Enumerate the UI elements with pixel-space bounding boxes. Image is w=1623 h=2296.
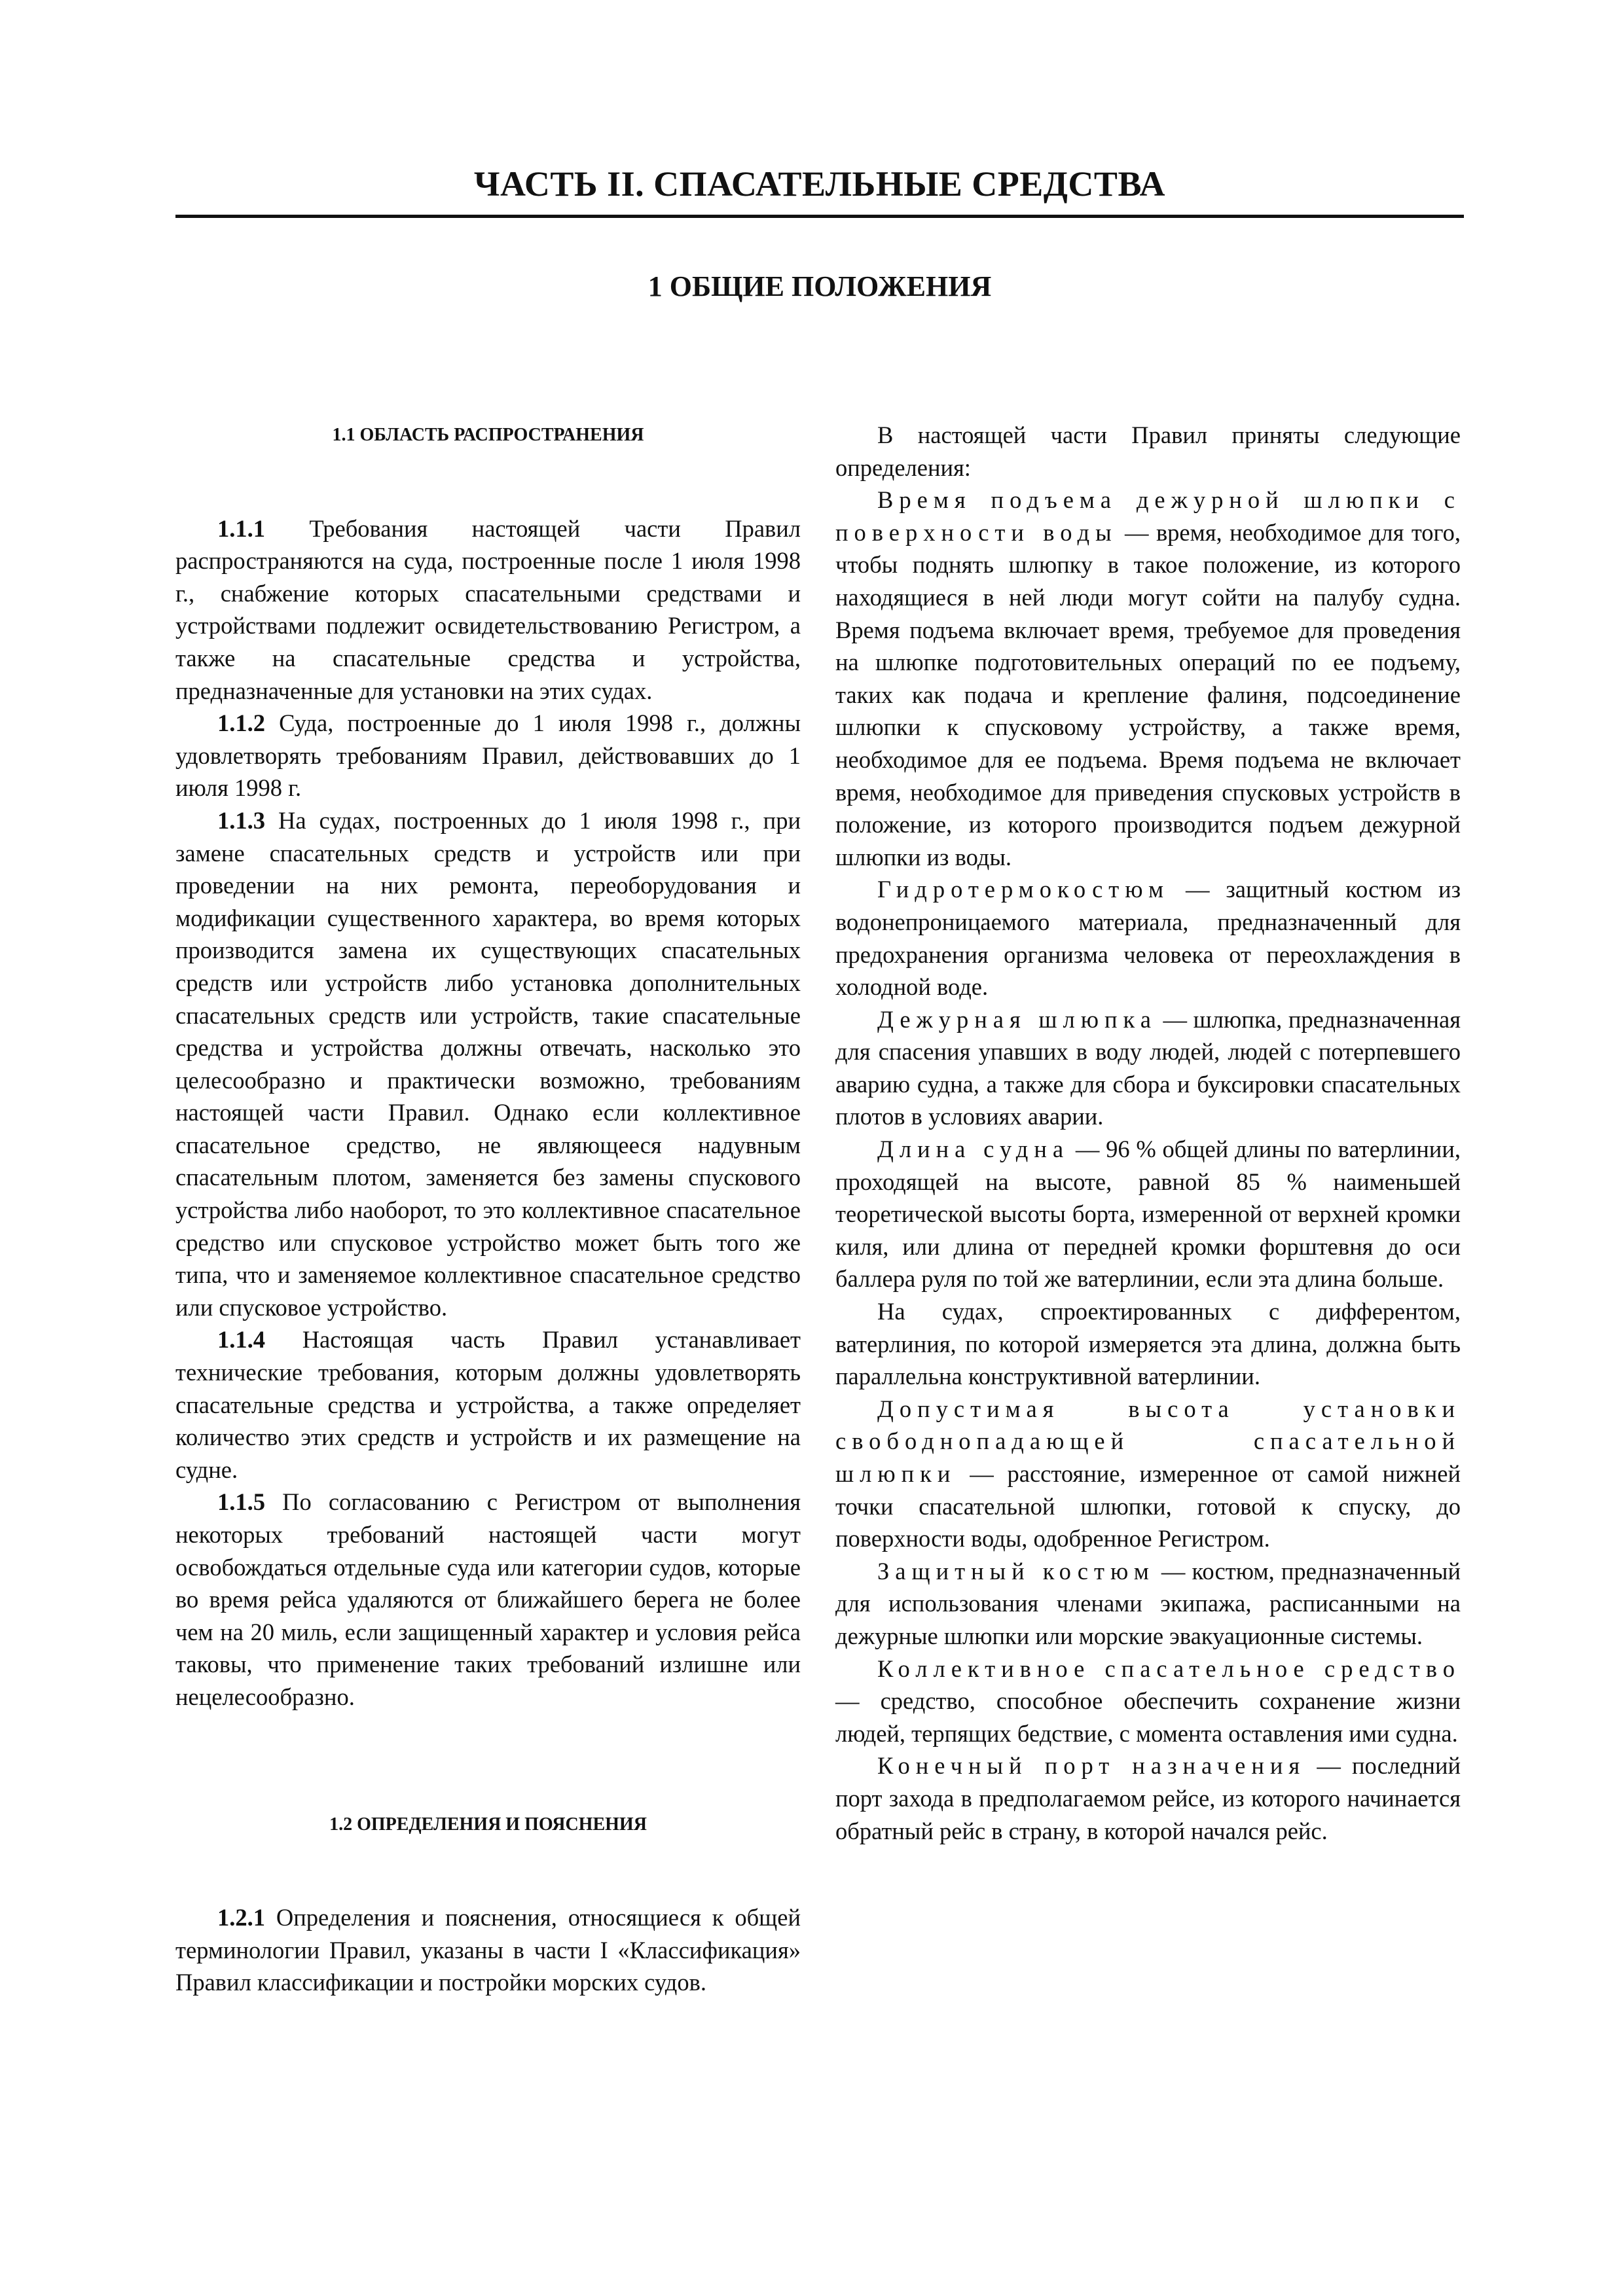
definition-term: Защитный костюм: [877, 1557, 1155, 1585]
part-title: ЧАСТЬ II. СПАСАТЕЛЬНЫЕ СРЕДСТВА: [473, 164, 1166, 204]
chapter-title: 1 ОБЩИЕ ПОЛОЖЕНИЯ: [647, 270, 992, 302]
definition-term: Коллективное спасательное средство: [877, 1655, 1461, 1682]
definition-term: Допустимая высота установки свободнопадающей спасательной шлюпки: [835, 1395, 1461, 1487]
definition-item: [835, 1555, 1461, 1653]
definition-text: — последний порт захода в предполагаемом рейсе, из которого начинается обратный рейс в страну, в которой начался рейс.: [835, 1752, 1461, 1844]
definition-text: На судах, спроектированных с дифферентом, ватерлиния, по которой измеряется эта длина, должна быть параллельна конструктивной ватерлинии.: [835, 1298, 1461, 1390]
paragraph-1-1-1: [175, 512, 801, 708]
definition-text: — костюм, предназначенный для использования членами экипажа, расписанными на дежурные шлюпки или морские эвакуационные системы.: [835, 1557, 1461, 1649]
paragraph-text: На судах, построенных до 1 июля 1998 г., при замене спасательных средств и устройств или при проведении на них ремонта, переоборудования и модификации существенного характера, во время которых производится замена их существующих спасательных средств или устройств либо установка дополнительных спасательных средств или устройств, такие спасательные средства и устройства должны отвечать, насколько это целесообразно и практически возможно, требованиям настоящей части Правил. Однако если коллективное спасательное средство, не являющееся надувным спасательным плотом, заменяется без замены спускового устройства либо наоборот, то это коллективное спасательное средство или спусковое устройство может быть того же типа, что и заменяемое коллективное спасательное средство или спусковое устройство.: [175, 806, 801, 1321]
paragraph-number: 1.1.5: [217, 1488, 265, 1516]
paragraph-number: 1.1.3: [217, 806, 265, 834]
paragraph-number: 1.1.2: [217, 709, 265, 737]
definition-text: — 96 % общей длины по ватерлинии, проходящей на высоте, равной 85 % наименьшей теоретической высоты борта, измеренной от верхней кромки киля, или длина от передней кромки форштевня до оси баллера руля по той же ватерлинии, если эта длина больше.: [835, 1136, 1461, 1293]
paragraph-number: 1.2.1: [217, 1904, 265, 1931]
paragraph-text: По согласованию с Регистром от выполнения некоторых требований настоящей части могут освобождаться отдельные суда или категории судов, которые во время рейса удаляются от ближайшего берега не более чем на 20 миль, если защищенный характер и условия рейса таковы, что применение таких требований излишне или нецелесообразно.: [175, 1488, 801, 1710]
definitions-intro: В настоящей части Правил приняты следующие определения:: [835, 422, 1461, 481]
paragraph-text: Требования настоящей части Правил распространяются на суда, построенные после 1 июля 1998 г., снабжение которых спасательными средствами и устройствами подлежит освидетельствованию Регистром, а также на спасательные средства и устройства, предназначенные для установки на этих судах.: [175, 514, 801, 704]
paragraph-number: 1.1.4: [217, 1326, 265, 1354]
definition-term: Длина судна: [877, 1136, 1070, 1163]
definition-term: Гидротермокостюм: [877, 876, 1170, 903]
definition-item: [835, 1003, 1461, 1133]
paragraph-number: 1.1.1: [217, 514, 265, 542]
definition-text: — средство, способное обеспечить сохранение жизни людей, терпящих бедствие, с момента оставления ими судна.: [835, 1687, 1461, 1747]
definition-term: Дежурная шлюпка: [877, 1005, 1157, 1033]
definition-text: — время, необходимое для того, чтобы поднять шлюпку в такое положение, из которого находящиеся в ней люди могут сойти на палубу судна. Время подъема включает время, требуемое для проведения на шлюпке подготовительных операций по ее подъему, таких как подача и крепление фалиня, подсоединение шлюпки к спусковому устройству, а также время, необходимое для ее подъема. Время подъема не включает время, необходимое для приведения спусковых устройств в положение, из которого производится подъем дежурной шлюпки из воды.: [835, 518, 1461, 870]
section-heading-1-1: 1.1 ОБЛАСТЬ РАСПРОСТРАНЕНИЯ: [332, 425, 644, 445]
definition-text: — шлюпка, предназначенная для спасения упавших в воду людей, людей с потерпевшего аварию судна, а также для сбора и буксировки спасательных плотов в условиях аварии.: [835, 1005, 1461, 1130]
paragraph-1-1-4: [175, 1323, 801, 1486]
definition-item: [835, 1653, 1461, 1750]
definition-item: [835, 1133, 1461, 1295]
definition-item: [835, 484, 1461, 873]
definition-term: Конечный порт назначения: [877, 1752, 1306, 1780]
paragraph-1-2-1: [175, 1901, 801, 1999]
definition-text: — расстояние, измеренное от самой нижней точки спасательной шлюпки, готовой к спуску, до поверхности воды, одобренное Регистром.: [835, 1460, 1461, 1552]
left-column: [175, 419, 801, 1999]
definition-note: [835, 1295, 1461, 1393]
paragraph-1-1-3: [175, 804, 801, 1324]
section-heading-1-2: 1.2 ОПРЕДЕЛЕНИЯ И ПОЯСНЕНИЯ: [329, 1814, 647, 1835]
paragraph-text: Суда, построенные до 1 июля 1998 г., должны удовлетворять требованиям Правил, действовавших до 1 июля 1998 г.: [175, 709, 801, 802]
paragraph-text: Настоящая часть Правил устанавливает технические требования, которым должны удовлетворять спасательные средства и устройства, а также определяет количество этих средств и устройств и их размещение на судне.: [175, 1326, 801, 1483]
right-column: [835, 419, 1461, 1847]
definition-text: — защитный костюм из водонепроницаемого материала, предназначенный для предохранения организма человека от переохлаждения в холодной воде.: [835, 876, 1461, 1001]
title-rule: [175, 215, 1464, 218]
definition-item: [835, 1749, 1461, 1847]
definition-item: [835, 873, 1461, 1003]
definition-item: [835, 1393, 1461, 1555]
paragraph-1-1-5: [175, 1486, 801, 1713]
definition-term: Время подъема дежурной шлюпки с поверхности воды: [835, 486, 1461, 546]
paragraph-1-1-2: [175, 707, 801, 804]
paragraph-text: Определения и пояснения, относящиеся к общей терминологии Правил, указаны в части I «Классификация» Правил классификации и постройки морских судов.: [175, 1904, 801, 1996]
